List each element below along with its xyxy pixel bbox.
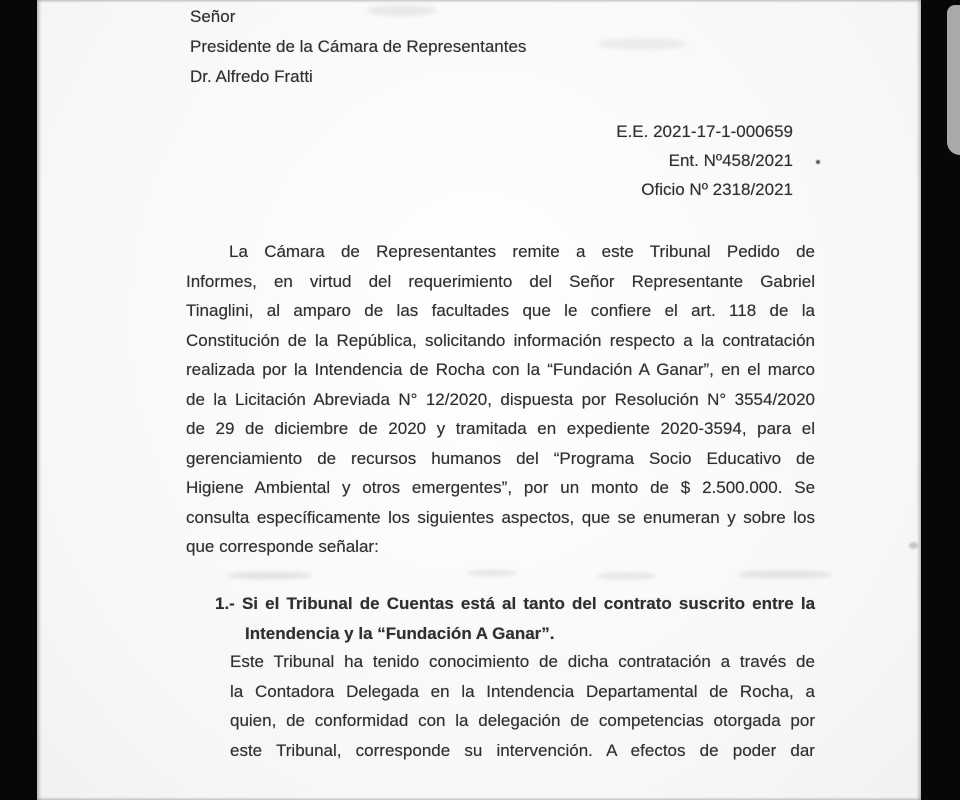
paragraph-line: que corresponde señalar: (186, 537, 379, 556)
recipient-line: Presidente de la Cámara de Representantes (190, 37, 527, 56)
reference-block (616, 117, 793, 204)
heading-line: Intendencia y la “Fundación A Ganar”. (245, 623, 555, 643)
paragraph-line: gerenciamiento de recursos humanos del “Programa Socio Educativo de (186, 448, 815, 468)
paragraph-line: consulta específicamente los siguientes aspectos, que se enumeran y sobre los (186, 507, 816, 527)
ink-speck (909, 542, 918, 549)
heading-line: 1.- Si el Tribunal de Cuentas está al tanto del contrato suscrito entre la (215, 594, 816, 613)
smudge (737, 571, 832, 578)
recipient-line: Dr. Alfredo Fratti (190, 67, 313, 86)
reference-line-oficio: Oficio Nº 2318/2021 (641, 180, 793, 199)
paragraph-line: realizada por la Intendencia de Rocha con la “Fundación A Ganar”, en el marco (186, 360, 815, 379)
smudge (367, 5, 437, 16)
recipient-block (190, 2, 526, 92)
smudge (467, 570, 517, 576)
screen-edge-artifact (947, 5, 960, 155)
smudge (597, 573, 657, 579)
paragraph-line: de 29 de diciembre de 2020 y tramitada en expediente 2020-3594, para el (186, 419, 815, 438)
paragraph-line: La Cámara de Representantes remite a este Tribunal Pedido de (229, 242, 815, 261)
recipient-line: Señor (190, 7, 236, 26)
item-1-heading (215, 589, 815, 648)
paragraph-line: Informes, en virtud del requerimiento del Señor Representante Gabriel (186, 271, 816, 291)
body-line: quien, de conformidad con la delegación de competencias otorgada por (230, 711, 816, 730)
item-1-body (230, 647, 815, 765)
smudge (227, 572, 312, 579)
reference-line-expediente: E.E. 2021-17-1-000659 (616, 122, 793, 141)
body-line: Este Tribunal ha tenido conocimiento de dicha contratación a través de (230, 652, 815, 671)
body-line: este Tribunal, corresponde su intervención. A efectos de poder dar (230, 740, 815, 760)
smudge (597, 38, 687, 50)
body-line: la Contadora Delegada en la Intendencia Departamental de Rocha, a (230, 681, 815, 701)
paragraph-line: Higiene Ambiental y otros emergentes”, por un monto de $ 2.500.000. Se (186, 478, 816, 497)
paragraph-line: Constitución de la República, solicitando información respecto a la contratación (186, 330, 815, 350)
paragraph-line: de la Licitación Abreviada N° 12/2020, dispuesta por Resolución N° 3554/2020 (186, 389, 815, 409)
ink-dot (816, 160, 820, 164)
body-paragraph (186, 237, 815, 562)
reference-line-entrada: Ent. Nº458/2021 (668, 151, 793, 170)
document-page (37, 0, 921, 800)
paragraph-line: Tinaglini, al amparo de las facultades que le confiere el art. 118 de la (186, 301, 815, 320)
